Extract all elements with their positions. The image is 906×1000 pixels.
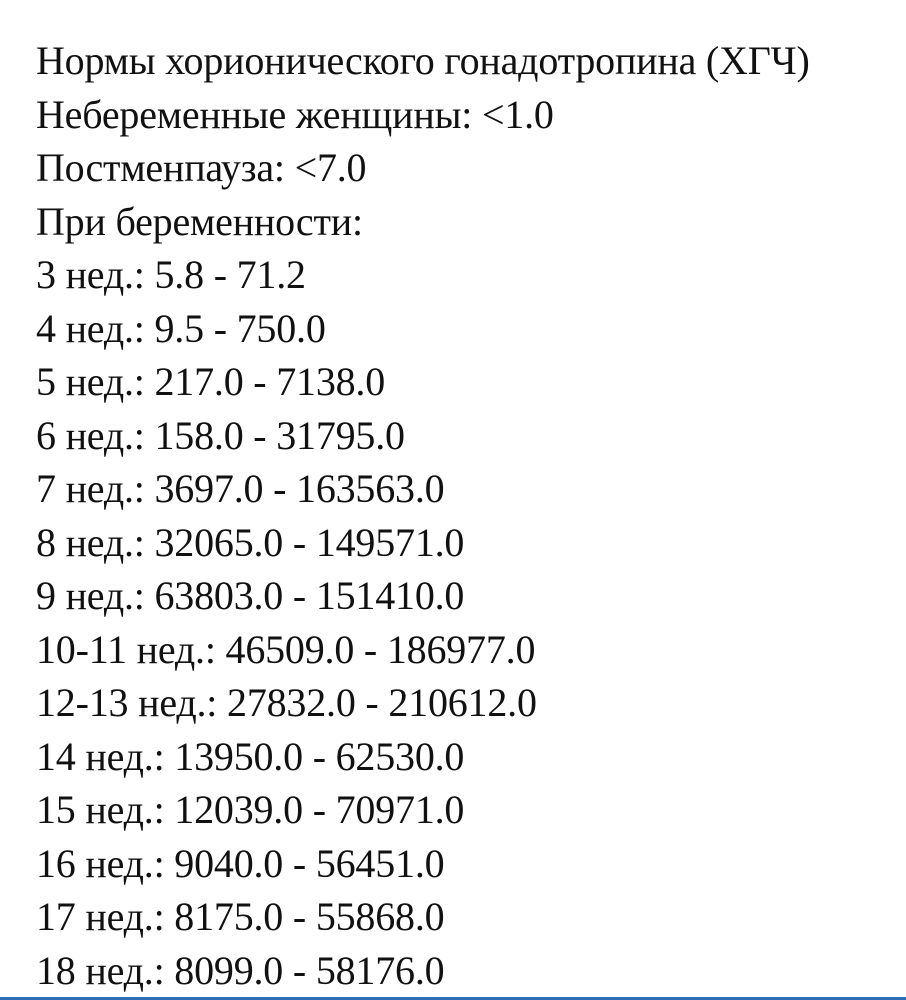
- pregnancy-range-item: 4 нед.: 9.5 - 750.0: [36, 305, 326, 351]
- pregnancy-range-item: 17 нед.: 8175.0 - 55868.0: [36, 894, 445, 939]
- pregnancy-range-item: 7 нед.: 3697.0 - 163563.0: [36, 466, 445, 511]
- pregnancy-range-item: 5 нед.: 217.0 - 7138.0: [36, 359, 386, 404]
- pregnancy-range-item: 8 нед.: 32065.0 - 149571.0: [36, 519, 465, 565]
- pregnancy-heading: При беременности:: [36, 198, 363, 244]
- pregnancy-ranges-list: [36, 248, 902, 997]
- pregnancy-range-item: 18 нед.: 8099.0 - 58176.0: [36, 947, 445, 993]
- non-pregnant-norm: Небеременные женщины: <1.0: [36, 91, 554, 137]
- pregnancy-range-item: 15 нед.: 12039.0 - 70971.0: [36, 787, 465, 832]
- pregnancy-range-item: 6 нед.: 158.0 - 31795.0: [36, 412, 405, 458]
- postmenopause-norm: Постменпауза: <7.0: [36, 145, 367, 190]
- pregnancy-range-item: 14 нед.: 13950.0 - 62530.0: [36, 733, 465, 779]
- pregnancy-range-item: 9 нед.: 63803.0 - 151410.0: [36, 573, 465, 618]
- pregnancy-range-item: 10-11 нед.: 46509.0 - 186977.0: [36, 626, 536, 672]
- pregnancy-range-item: 12-13 нед.: 27832.0 - 210612.0: [36, 680, 537, 725]
- pregnancy-range-item: 16 нед.: 9040.0 - 56451.0: [36, 840, 445, 886]
- document-title: Нормы хорионического гонадотропина (ХГЧ): [36, 38, 810, 83]
- pregnancy-range-item: 3 нед.: 5.8 - 71.2: [36, 252, 306, 297]
- hcg-norms-document: [36, 34, 902, 997]
